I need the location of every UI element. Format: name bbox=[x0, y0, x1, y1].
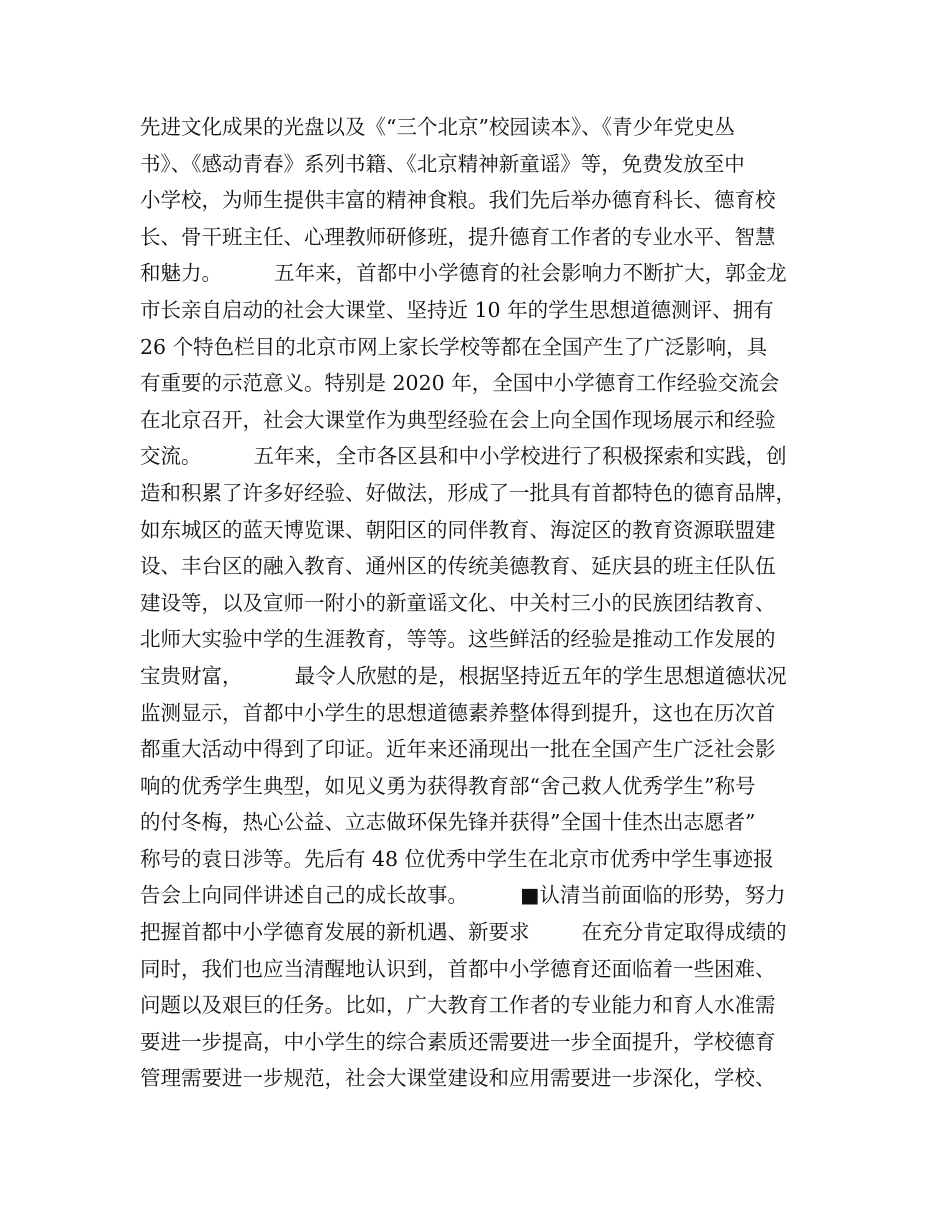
text-line: 的付冬梅，热心公益、立志做环保先锋并获得”全国十佳杰出志愿者” bbox=[140, 810, 756, 835]
text-line: 小学校，为师生提供丰富的精神食粮。我们先后举办德育科长、德育校 bbox=[140, 188, 776, 213]
text-line: 称号的袁日涉等。先后有 48 位优秀中学生在北京市优秀中学生事迹报 bbox=[140, 846, 774, 871]
text-line: 交流。 五年来，全市各区县和中小学校进行了积极探索和实践，创 bbox=[140, 444, 787, 469]
text-line: 把握首都中小学德育发展的新机遇、新要求 在充分肯定取得成绩的 bbox=[140, 920, 787, 945]
text-line: 同时，我们也应当清醒地认识到，首都中小学德育还面临着一些困难、 bbox=[140, 956, 776, 981]
text-line: 管理需要进一步规范，社会大课堂建设和应用需要进一步深化，学校、 bbox=[140, 1066, 776, 1091]
text-line: 设、丰台区的融入教育、通州区的传统美德教育、延庆县的班主任队伍 bbox=[140, 554, 776, 579]
text-line: 如东城区的蓝天博览课、朝阳区的同伴教育、海淀区的教育资源联盟建 bbox=[140, 517, 776, 542]
text-line: 市长亲自启动的社会大课堂、坚持近 10 年的学生思想道德测评、拥有 bbox=[140, 297, 774, 322]
text-line: 造和积累了许多好经验、好做法，形成了一批具有首都特色的德育品牌， bbox=[140, 480, 796, 505]
text-line: 有重要的示范意义。特别是 2020 年，全国中小学德育工作经验交流会 bbox=[140, 371, 780, 396]
text-line: 告会上向同伴讲述自己的成长故事。 ■认清当前面临的形势，努力 bbox=[140, 883, 786, 908]
text-line: 26 个特色栏目的北京市网上家长学校等都在全国产生了广泛影响，具 bbox=[140, 334, 768, 359]
text-line: 北师大实验中学的生涯教育，等等。这些鲜活的经验是推动工作发展的 bbox=[140, 627, 776, 652]
body-text bbox=[140, 109, 820, 1097]
text-line: 要进一步提高，中小学生的综合素质还需要进一步全面提升，学校德育 bbox=[140, 1029, 776, 1054]
text-line: 都重大活动中得到了印证。近年来还涌现出一批在全国产生广泛社会影 bbox=[140, 737, 776, 762]
text-line: 监测显示，首都中小学生的思想道德素养整体得到提升，这也在历次首 bbox=[140, 700, 776, 725]
text-line: 在北京召开，社会大课堂作为典型经验在会上向全国作现场展示和经验 bbox=[140, 407, 776, 432]
text-line: 宝贵财富， 最令人欣慰的是，根据坚持近五年的学生思想道德状况 bbox=[140, 663, 787, 688]
text-line: 响的优秀学生典型，如见义勇为获得教育部“舍己救人优秀学生”称号 bbox=[140, 773, 756, 798]
text-line: 先进文化成果的光盘以及《“三个北京”校园读本》、《青少年党史丛 bbox=[140, 115, 735, 139]
text-line: 建设等，以及宣师一附小的新童谣文化、中关村三小的民族团结教育、 bbox=[140, 590, 776, 615]
text-line: 书》、《感动青春》系列书籍、《北京精神新童谣》等，免费发放至中 bbox=[140, 151, 745, 176]
text-line: 和魅力。 五年来，首都中小学德育的社会影响力不断扩大，郭金龙 bbox=[140, 261, 787, 286]
text-line: 问题以及艰巨的任务。比如，广大教育工作者的专业能力和育人水准需 bbox=[140, 993, 776, 1018]
text-line: 长、骨干班主任、心理教师研修班，提升德育工作者的专业水平、智慧 bbox=[140, 224, 776, 249]
